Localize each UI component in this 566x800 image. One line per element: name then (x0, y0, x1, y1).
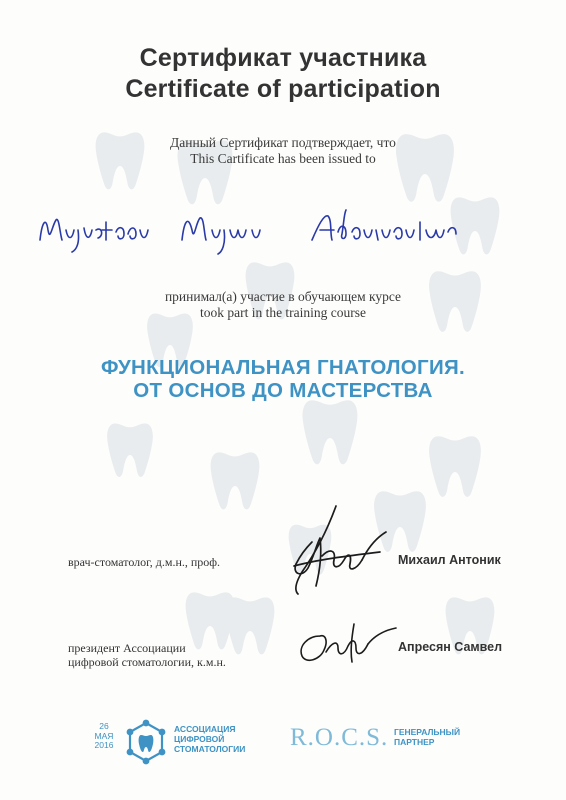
footer-date-day: 26 (99, 721, 109, 731)
took-part-english: took part in the training course (199, 305, 367, 320)
footer-date-month: МАЯ (94, 730, 114, 741)
signatory-1-name: Михаил Антоник (398, 553, 501, 567)
signatory-2-role-line-2: цифровой стоматологии, к.м.н. (68, 655, 226, 669)
issued-to-russian: Данный Сертификат подтверждает, что (170, 135, 396, 150)
general-partner-label-line-2: ПАРТНЕР (394, 737, 435, 747)
rocs-partner-logo: R.O.C.S. (290, 724, 389, 751)
signatory-2-role-line-1: президент Ассоциации (68, 641, 186, 655)
course-title-line-2: ОТ ОСНОВ ДО МАСТЕРСТВА (133, 379, 433, 402)
association-name-line-1: АССОЦИАЦИЯ (174, 724, 236, 734)
handwritten-participant-name (32, 200, 492, 260)
association-name-line-2: ЦИФРОВОЙ (174, 734, 225, 744)
association-name (174, 724, 245, 754)
title-russian: Сертификат участника (139, 44, 427, 72)
signatory-1-role: врач-стоматолог, д.м.н., проф. (68, 555, 221, 569)
title-english: Certificate of participation (125, 75, 441, 103)
footer-date-year: 2016 (94, 740, 114, 750)
signatory-2-name: Апресян Самвел (398, 640, 503, 654)
took-part-russian: принимал(а) участие в обучающем курсе (164, 289, 402, 304)
general-partner-label (394, 727, 460, 747)
general-partner-label-line-1: ГЕНЕРАЛЬНЫЙ (394, 727, 461, 737)
association-hexagon-logo-icon (122, 717, 170, 767)
footer-date (86, 722, 122, 751)
signature-1 (276, 498, 396, 606)
issued-to-english: This Cartificate has been issued to (190, 151, 376, 166)
association-name-line-3: СТОМАТОЛОГИИ (174, 744, 246, 754)
signature-2 (290, 616, 402, 668)
course-title-line-1: ФУНКЦИОНАЛЬНАЯ ГНАТОЛОГИЯ. (100, 356, 466, 379)
